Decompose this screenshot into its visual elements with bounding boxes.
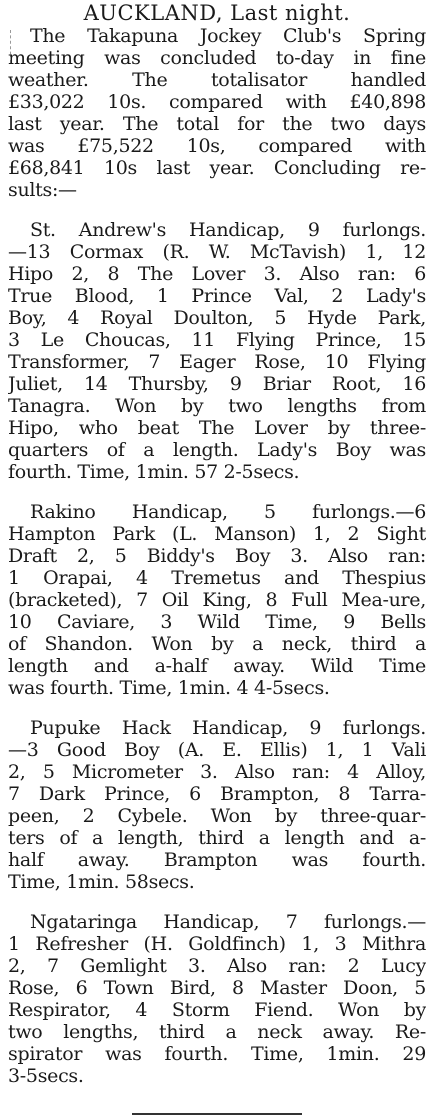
text-line: half away. Brampton was fourth.: [8, 849, 426, 871]
text-line: spirator was fourth. Time, 1min. 29: [8, 1043, 426, 1065]
text-line: weather. The totalisator handled: [8, 69, 426, 91]
text-line: —13 Cormax (R. W. McTavish) 1, 12: [8, 241, 426, 263]
text-line: Juliet, 14 Thursby, 9 Briar Root, 16: [8, 373, 426, 395]
text-line: 10 Caviare, 3 Wild Time, 9 Bells: [8, 611, 426, 633]
text-line: Hipo 2, 8 The Lover 3. Also ran: 6: [8, 263, 426, 285]
text-line: St. Andrew's Handicap, 9 furlongs.: [30, 219, 426, 241]
text-line: Time, 1min. 58secs.: [8, 871, 195, 893]
text-line: of Shandon. Won by a neck, third a: [8, 633, 426, 655]
text-line: sults:—: [8, 179, 77, 201]
text-line: Hampton Park (L. Manson) 1, 2 Sight: [8, 523, 426, 545]
text-line: 1 Orapai, 4 Tremetus and Thespius: [8, 567, 426, 589]
text-line: (bracketed), 7 Oil King, 8 Full Mea-ure,: [8, 589, 426, 611]
text-line: fourth. Time, 1min. 57 2-5secs.: [8, 461, 300, 483]
text-line: Boy, 4 Royal Doulton, 5 Hyde Park,: [8, 307, 426, 329]
text-line: Rose, 6 Town Bird, 8 Master Doon, 5: [8, 977, 426, 999]
text-line: 3 Le Choucas, 11 Flying Prince, 15: [8, 329, 426, 351]
text-line: Rakino Handicap, 5 furlongs.—6: [30, 501, 426, 523]
text-line: 2, 5 Micrometer 3. Also ran: 4 Alloy,: [8, 761, 426, 783]
text-line: peen, 2 Cybele. Won by three-quar-: [8, 805, 426, 827]
text-line: 3-5secs.: [8, 1065, 84, 1087]
newspaper-clipping: [8, 0, 426, 1087]
text-line: Respirator, 4 Storm Fiend. Won by: [8, 999, 426, 1021]
text-line: 7 Dark Prince, 6 Brampton, 8 Tarra-: [8, 783, 426, 805]
text-line: Hipo, who beat The Lover by three-: [8, 417, 426, 439]
text-line: 2, 7 Gemlight 3. Also ran: 2 Lucy: [8, 955, 426, 977]
text-line: Ngataringa Handicap, 7 furlongs.—: [30, 911, 426, 933]
text-line: meeting was concluded to-day in fine: [8, 47, 426, 69]
race-result-pupuke-hack-handicap: [8, 717, 426, 893]
column-margin-marks: [10, 30, 13, 60]
text-line: two lengths, third a neck away. Re-: [8, 1021, 426, 1043]
text-line: last year. The total for the two days: [8, 113, 426, 135]
text-line: Pupuke Hack Handicap, 9 furlongs.: [30, 717, 426, 739]
dateline-headline: AUCKLAND, Last night.: [83, 1, 351, 25]
intro-paragraph: [8, 25, 426, 201]
text-line: £33,022 10s. compared with £40,898: [8, 91, 426, 113]
text-line: was £75,522 10s, compared with: [8, 135, 426, 157]
text-line: True Blood, 1 Prince Val, 2 Lady's: [8, 285, 426, 307]
text-line: length and a-half away. Wild Time: [8, 655, 426, 677]
text-line: was fourth. Time, 1min. 4 4-5secs.: [8, 677, 330, 699]
race-result-rakino-handicap: [8, 501, 426, 699]
text-line: ters of a length, third a length and a-: [8, 827, 426, 849]
text-line: —3 Good Boy (A. E. Ellis) 1, 1 Vali: [8, 739, 426, 761]
race-result-ngataringa-handicap: [8, 911, 426, 1087]
text-line: Draft 2, 5 Biddy's Boy 3. Also ran:: [8, 545, 426, 567]
text-line: The Takapuna Jockey Club's Spring: [30, 25, 426, 47]
text-line: £68,841 10s last year. Concluding re-: [8, 157, 426, 179]
text-line: quarters of a length. Lady's Boy was: [8, 439, 426, 461]
race-result-st-andrews-handicap: [8, 219, 426, 483]
text-line: Tanagra. Won by two lengths from: [8, 395, 426, 417]
text-line: 1 Refresher (H. Goldfinch) 1, 3 Mithra: [8, 933, 426, 955]
text-line: Transformer, 7 Eager Rose, 10 Flying: [8, 351, 426, 373]
